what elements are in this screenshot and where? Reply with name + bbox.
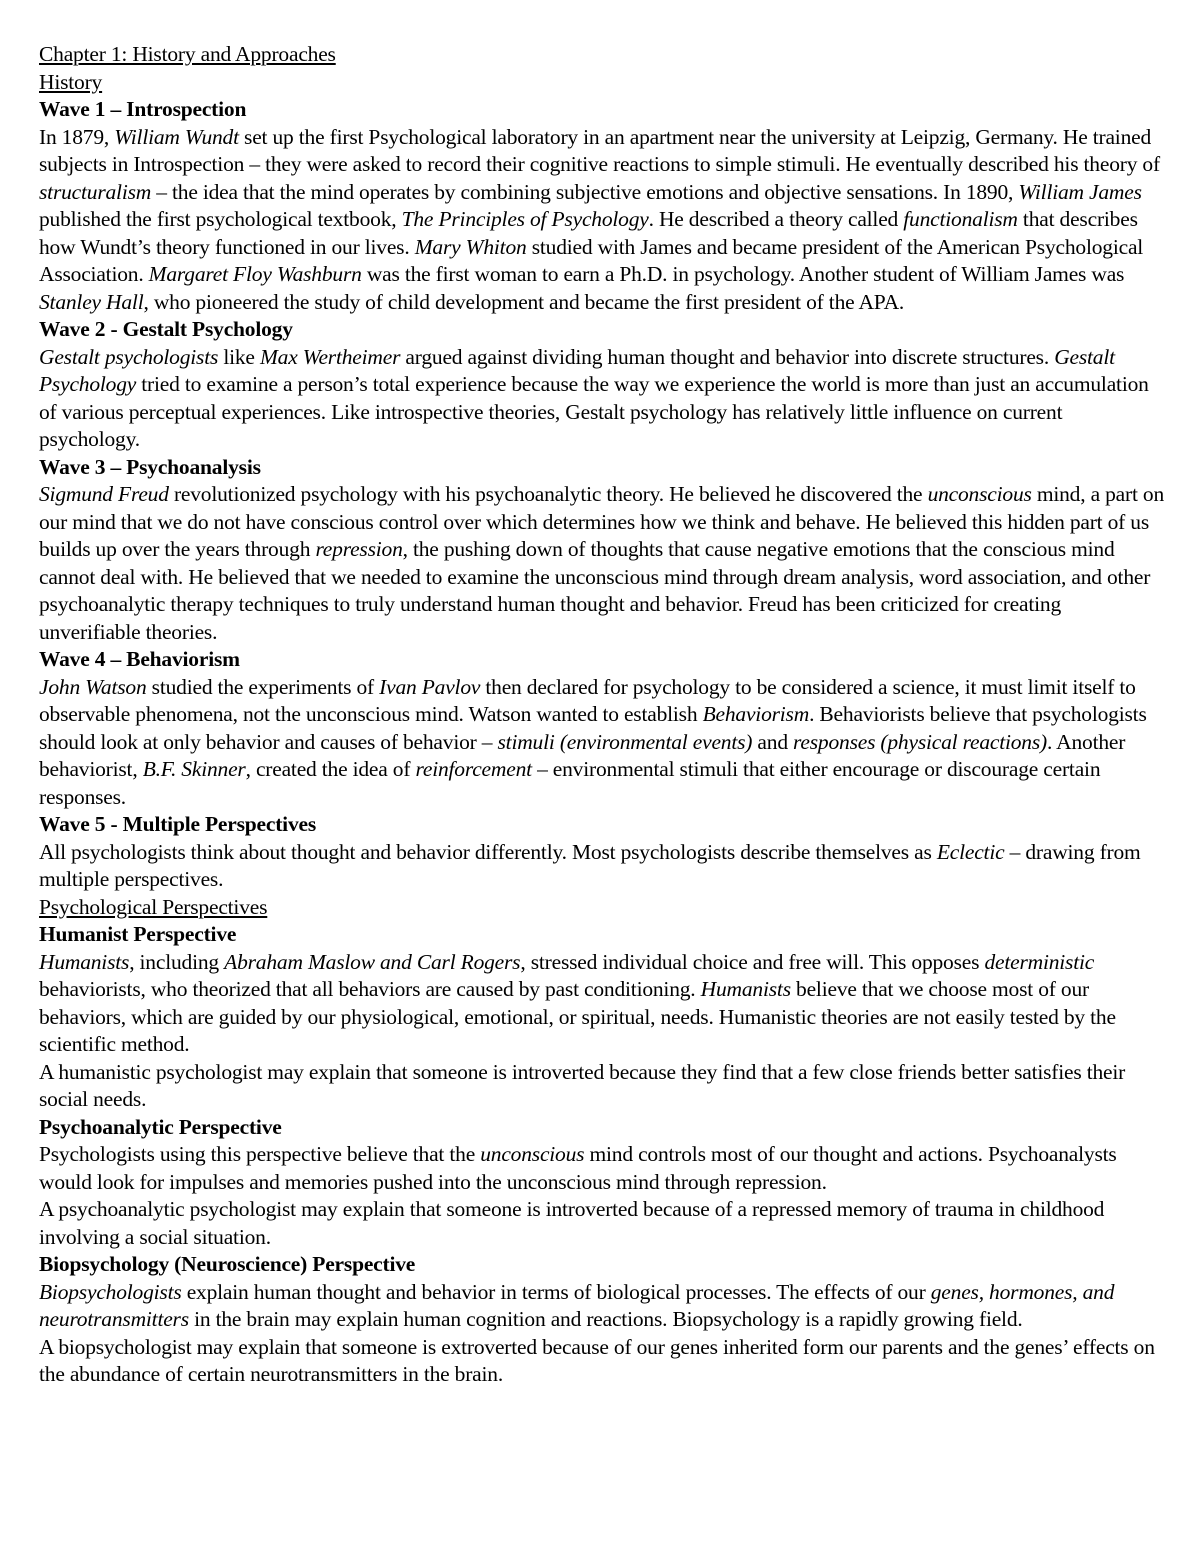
biopsychology-example (39, 1334, 1164, 1389)
text-run: . He described a theory called (648, 207, 904, 231)
italic-term: Ivan Pavlov (379, 674, 481, 699)
text-run: – drawing from multiple perspectives. (39, 839, 1141, 891)
italic-term: Gestalt Psychology (39, 344, 1115, 396)
italic-term: Behaviorism (702, 702, 810, 726)
text-run: – the idea that the mind operates by combining subjective emotions and objective sensations. In 1890, (151, 179, 1019, 204)
humanist-heading: Humanist Perspective (39, 922, 237, 946)
italic-term: Gestalt psychologists (39, 344, 219, 369)
italic-term: unconscious (927, 482, 1032, 506)
text-run: set up the first Psychological laboratory in an apartment near the university at Leipzig, Germany. He trained subjects in Introspection – they were asked to record their cognitive reactions to simple stimuli. He eventually described his theory of (39, 124, 1160, 176)
text-run: – environmental stimuli that either encourage or discourage certain responses. (39, 757, 1101, 809)
italic-term: Sigmund Freud (39, 482, 169, 506)
italic-term: John Watson (39, 674, 147, 699)
text-run: that describes how Wundt’s theory functioned in our lives. (39, 207, 1138, 259)
text-run: studied with James and became president of the American Psychological Association. (39, 234, 1144, 286)
italic-term: Max Wertheimer (259, 344, 401, 369)
wave1-paragraph (39, 124, 1164, 317)
text-run: All psychologists think about thought and behavior differently. Most psychologists describe themselves as (39, 839, 937, 864)
italic-term: Biopsychologists (39, 1279, 182, 1304)
humanist-paragraph (39, 949, 1164, 1059)
italic-term: William Wundt (114, 124, 239, 149)
text-run: . Another behaviorist, (39, 729, 1126, 781)
italic-term: genes, hormones, and neurotransmitters (39, 1279, 1115, 1331)
italic-term: Stanley Hall (39, 289, 144, 314)
text-run: mind controls most of our thought and actions. Psychoanalysts would look for impulses and memories pushed into the unconscious mind through repression. (39, 1142, 1117, 1194)
wave2-paragraph (39, 344, 1164, 454)
perspectives-heading: Psychological Perspectives (39, 894, 268, 919)
text-run: argued against dividing human thought and behavior into discrete structures. (400, 344, 1055, 369)
humanist-example (39, 1059, 1164, 1114)
text-run: mind, a part on our mind that we do not have conscious control over which determines how we think and behave. He believed this hidden part of us builds up over the years through (39, 482, 1164, 561)
text-run: believe that we choose most of our behaviors, which are guided by our physiological, emotional, or spiritual, needs. Humanistic theories are not easily tested by the scientific method. (39, 977, 1116, 1056)
italic-term: deterministic (984, 949, 1095, 974)
text-run: and (752, 729, 794, 754)
text-run: like (218, 344, 260, 369)
wave1-heading: Wave 1 – Introspection (39, 97, 247, 121)
text-run: studied the experiments of (146, 674, 380, 699)
italic-term: Humanists (39, 949, 130, 974)
text-run: in the brain may explain human cognition and reactions. Biopsychology is a rapidly growing field. (188, 1307, 1023, 1331)
text-run: , stressed individual choice and free will. This opposes (520, 949, 985, 974)
biopsychology-paragraph (39, 1279, 1164, 1334)
text-run: , created the idea of (245, 757, 416, 781)
history-heading: History (39, 69, 103, 94)
wave5-heading: Wave 5 - Multiple Perspectives (39, 812, 317, 836)
document-page (39, 41, 1164, 1389)
biopsychology-heading: Biopsychology (Neuroscience) Perspective (39, 1252, 416, 1276)
psychoanalytic-paragraph (39, 1141, 1164, 1196)
text-run: A psychoanalytic psychologist may explain that someone is introverted because of a repressed memory of trauma in childhood involving a social situation. (39, 1197, 1105, 1249)
text-run: behaviorists, who theorized that all behaviors are caused by past conditioning. (39, 977, 701, 1001)
text-run: revolutionized psychology with his psychoanalytic theory. He believed he discovered the (168, 482, 928, 506)
italic-term: Eclectic (936, 839, 1005, 864)
wave3-paragraph (39, 481, 1164, 646)
wave4-paragraph (39, 674, 1164, 812)
text-run: was the first woman to earn a Ph.D. in psychology. Another student of William James was (361, 262, 1125, 286)
italic-term: repression (315, 537, 403, 561)
text-run: , who pioneered the study of child development and became the first president of the APA. (143, 289, 905, 314)
wave2-heading: Wave 2 - Gestalt Psychology (39, 317, 293, 341)
italic-term: stimuli (environmental events) (497, 729, 753, 754)
text-run: tried to examine a person’s total experience because the way we experience the world is more than just an accumulation of various perceptual experiences. Like introspective theories, Gestalt psychology has relatively little influence on current psychology. (39, 372, 1149, 451)
italic-term: Mary Whiton (414, 234, 527, 259)
italic-term: responses (physical reactions) (793, 729, 1047, 754)
text-run: Psychologists using this perspective believe that the (39, 1142, 481, 1166)
text-run: , the pushing down of thoughts that cause negative emotions that the conscious mind cannot deal with. He believed that we needed to examine the unconscious mind through dream analysis, word association, and other psychoanalytic therapy techniques to truly understand human thought and behavior. Freud has been criticized for creating unverifiable theories. (39, 537, 1151, 644)
text-run: explain human thought and behavior in terms of biological processes. The effects of our (181, 1279, 931, 1304)
italic-term: unconscious (480, 1142, 585, 1166)
italic-term: functionalism (903, 207, 1018, 231)
wave5-paragraph (39, 839, 1164, 894)
italic-term: The Principles of Psychology (401, 207, 649, 231)
text-run: In 1879, (39, 124, 115, 149)
italic-term: B.F. Skinner (142, 757, 246, 781)
wave4-heading: Wave 4 – Behaviorism (39, 647, 240, 671)
italic-term: Humanists (700, 977, 791, 1001)
text-run: A biopsychologist may explain that someone is extroverted because of our genes inherited form our parents and the genes’ effects on the abundance of certain neurotransmitters in the brain. (39, 1334, 1155, 1386)
italic-term: structuralism (39, 179, 152, 204)
italic-term: reinforcement (415, 757, 532, 781)
psychoanalytic-example (39, 1196, 1164, 1251)
wave3-heading: Wave 3 – Psychoanalysis (39, 454, 261, 479)
text-run: published the first psychological textbook, (39, 207, 402, 231)
text-run: . Behaviorists believe that psychologists should look at only behavior and causes of behavior – (39, 702, 1147, 754)
italic-term: Margaret Floy Washburn (148, 262, 362, 286)
text-run: A humanistic psychologist may explain that someone is introverted because they find that a few close friends better satisfies their social needs. (39, 1059, 1126, 1111)
italic-term: Abraham Maslow and Carl Rogers (224, 949, 521, 974)
italic-term: William James (1018, 179, 1142, 204)
text-run: then declared for psychology to be considered a science, it must limit itself to observable phenomena, not the unconscious mind. Watson wanted to establish (39, 674, 1136, 726)
chapter-title: Chapter 1: History and Approaches (39, 42, 336, 66)
psychoanalytic-heading: Psychoanalytic Perspective (39, 1114, 282, 1139)
text-run: , including (129, 949, 225, 974)
